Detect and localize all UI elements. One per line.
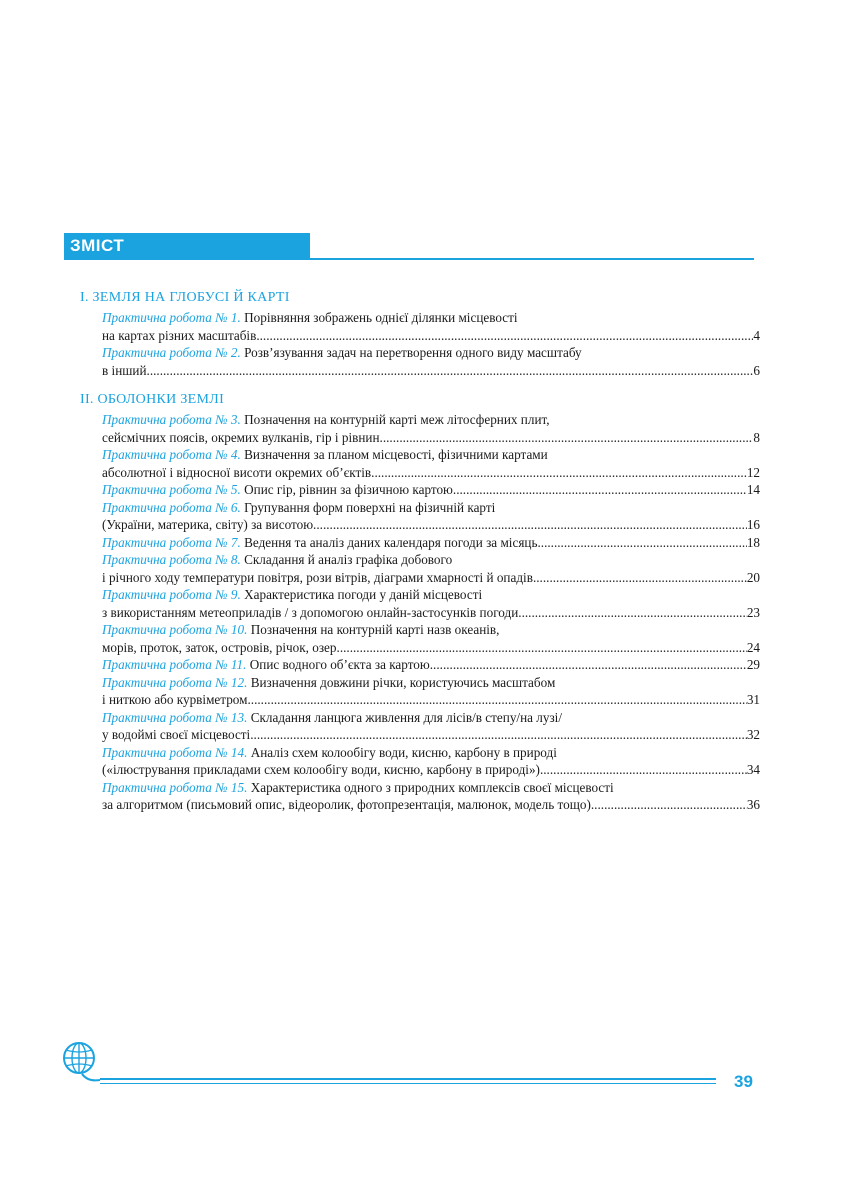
dot-leader	[594, 796, 747, 814]
entry-text: Визначення за планом місцевості, фізичними картами	[244, 447, 548, 462]
practical-work-label: Практична робота № 13.	[102, 709, 248, 725]
practical-work-label: Практична робота № 3.	[102, 412, 241, 427]
toc-entry[interactable]	[80, 446, 760, 481]
entry-page-number: 16	[746, 517, 760, 532]
practical-work-label: Практична робота № 2.	[102, 345, 241, 360]
entry-text: за алгоритмом (письмовий опис, відеоролик, фотопрезентація, малюнок, модель тощо).	[102, 797, 595, 812]
entry-text: Ведення та аналіз даних календаря погоди за місяць.	[244, 534, 541, 550]
entry-page-number: 34	[746, 762, 760, 777]
entry-text: Характеристика погоди у даній місцевості	[244, 587, 483, 602]
dot-leader	[522, 604, 747, 622]
toc-entry[interactable]	[80, 344, 760, 379]
entry-text: у водоймі своєї місцевості.	[102, 727, 254, 742]
entry-text: Характеристика одного з природних комплексів своєї місцевості	[250, 779, 614, 795]
dot-leader	[536, 569, 747, 587]
practical-work-label: Практична робота № 1.	[102, 310, 241, 325]
section-heading: II. ОБОЛОНКИ ЗЕМЛІ	[80, 392, 225, 407]
dot-leader	[150, 362, 754, 380]
entry-text: на картах різних масштабів.	[102, 327, 260, 343]
entry-text: абсолютної і відносної висоти окремих об’єктів	[102, 464, 372, 480]
entry-text: Позначення на контурній карті меж літосферних плит,	[244, 412, 550, 427]
entry-text: і річного ходу температури повітря, рози вітрів, діаграми хмарності й опадів.	[102, 569, 537, 585]
dot-leader	[316, 516, 746, 534]
practical-work-label: Практична робота № 9.	[102, 587, 241, 602]
entry-text: сейсмічних поясів, окремих вулканів, гір і рівнин.	[102, 429, 383, 445]
dot-leader	[453, 481, 747, 499]
practical-work-label: Практична робота № 8.	[102, 552, 241, 567]
practical-work-label: Практична робота № 11.	[102, 657, 247, 672]
dot-leader	[433, 656, 747, 674]
dot-leader	[371, 464, 747, 482]
toc-entry[interactable]	[80, 779, 760, 814]
toc-entry[interactable]	[80, 621, 760, 656]
entry-text: і ниткою або курвіметром	[102, 692, 248, 707]
entry-text: Порівняння зображень однієї ділянки місцевості	[244, 310, 518, 325]
entry-page-number: 12	[746, 464, 760, 480]
entry-text: (України, материка, світу) за висотою.	[102, 517, 317, 532]
dot-leader	[260, 327, 754, 345]
footer-rule-thin	[100, 1083, 716, 1084]
entry-text: Опис гір, рівнин за фізичною картою	[244, 482, 453, 497]
header-divider	[64, 258, 754, 260]
entry-page-number: 6	[753, 362, 760, 378]
entry-text: з використанням метеоприладів / з допомогою онлайн-застосунків погоди.	[102, 604, 522, 620]
practical-work-label: Практична робота № 15.	[102, 779, 248, 795]
practical-work-label: Практична робота № 5.	[102, 482, 241, 497]
toc-entry[interactable]	[80, 309, 760, 344]
practical-work-label: Практична робота № 14.	[102, 744, 248, 760]
entry-text: Складання й аналіз графіка добового	[244, 552, 453, 567]
entry-page-number: 32	[746, 727, 760, 742]
globe-icon	[60, 1040, 102, 1086]
entry-page-number: 20	[746, 569, 760, 585]
entry-page-number: 24	[746, 639, 760, 655]
entry-text: Позначення на контурній карті назв океанів,	[250, 622, 500, 637]
entry-page-number: 14	[746, 482, 760, 497]
practical-work-label: Практична робота № 4.	[102, 447, 241, 462]
toc-entry[interactable]	[80, 656, 760, 674]
entry-page-number: 8	[753, 429, 760, 445]
section-heading: I. ЗЕМЛЯ НА ГЛОБУСІ Й КАРТІ	[80, 290, 290, 305]
page-number: 39	[734, 1072, 753, 1091]
entry-text: Складання ланцюга живлення для лісів/в степу/на лузі/	[250, 709, 563, 725]
dot-leader	[337, 639, 747, 657]
practical-work-label: Практична робота № 7.	[102, 534, 241, 550]
entry-text: Визначення довжини річки, користуючись масштабом	[250, 674, 556, 690]
toc-entry[interactable]	[80, 744, 760, 779]
entry-page-number: 18	[746, 534, 760, 550]
entry-text: («ілюстрування прикладами схем колообігу води, кисню, карбону в природі»).	[102, 762, 544, 777]
dot-leader	[254, 726, 747, 744]
toc-entry[interactable]	[80, 534, 760, 552]
table-of-contents	[80, 289, 760, 814]
entry-text: морів, проток, заток, островів, річок, озер	[102, 639, 337, 655]
practical-work-label: Практична робота № 10.	[102, 622, 248, 637]
toc-entry[interactable]	[80, 586, 760, 621]
entry-text: Групування форм поверхні на фізичній карті	[244, 499, 496, 515]
entry-page-number: 31	[746, 692, 760, 707]
entry-page-number: 29	[746, 657, 760, 672]
entry-page-number: 4	[753, 327, 760, 343]
toc-entry[interactable]	[80, 709, 760, 744]
toc-entry[interactable]	[80, 411, 760, 446]
dot-leader	[383, 429, 754, 447]
entry-page-number: 23	[746, 604, 760, 620]
toc-entry[interactable]	[80, 674, 760, 709]
page-title: ЗМІСТ	[70, 236, 125, 255]
entry-text: Аналіз схем колообігу води, кисню, карбону в природі	[250, 744, 557, 760]
entry-text: в інший.	[102, 362, 150, 378]
entry-text: Опис водного об’єкта за картою.	[249, 657, 434, 672]
toc-entry[interactable]	[80, 481, 760, 499]
practical-work-label: Практична робота № 12.	[102, 674, 248, 690]
dot-leader	[247, 691, 746, 709]
entry-text: Розв’язування задач на перетворення одного виду масштабу	[244, 345, 582, 360]
dot-leader	[541, 534, 747, 552]
entry-page-number: 36	[746, 797, 760, 812]
footer-rule	[100, 1078, 716, 1080]
toc-entry[interactable]	[80, 499, 760, 534]
dot-leader	[543, 761, 747, 779]
toc-entry[interactable]	[80, 551, 760, 586]
practical-work-label: Практична робота № 6.	[102, 499, 241, 515]
